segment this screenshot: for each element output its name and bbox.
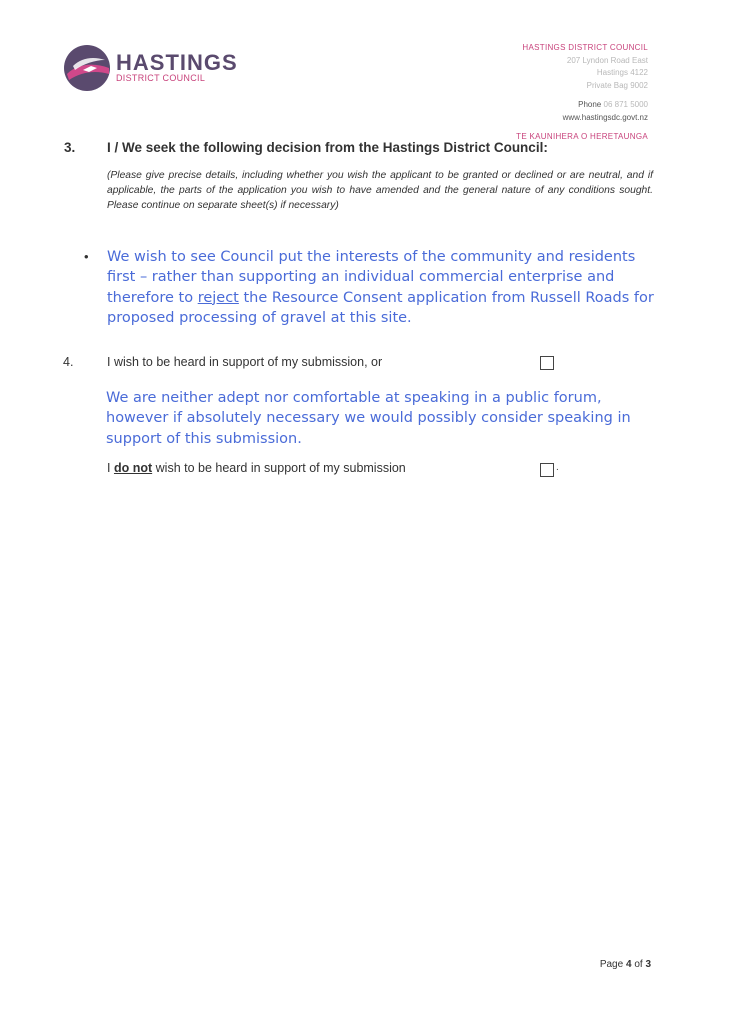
option2-prefix: I	[107, 461, 111, 475]
council-address-block	[516, 42, 648, 144]
logo-name: HASTINGS	[116, 50, 238, 75]
page-of: of	[634, 959, 643, 970]
page-number	[600, 959, 651, 970]
address-city: Hastings 4122	[596, 68, 648, 77]
option2-trailing-dot: .	[556, 462, 559, 473]
website: www.hastingsdc.govt.nz	[562, 112, 648, 122]
section3-handwritten-answer	[107, 247, 667, 328]
page-prefix: Page	[599, 959, 624, 970]
option-heard-checkbox[interactable]	[540, 356, 554, 370]
maori-name: TE KAUNIHERA O HERETAUNGA	[516, 132, 648, 141]
answer-text-2: the Resource Consent application from Russell Roads for proposed processing of gravel at this site.	[107, 289, 654, 326]
address-bag: Private Bag 9002	[586, 80, 648, 90]
address-council-name: HASTINGS DISTRICT COUNCIL	[522, 43, 648, 52]
answer-underlined-word: reject	[197, 289, 239, 306]
option-heard-label: I wish to be heard in support of my submission, or	[107, 355, 383, 369]
section4-number: 4.	[63, 355, 74, 369]
logo-subtitle: DISTRICT COUNCIL	[116, 73, 206, 83]
page-total: 3	[645, 959, 651, 970]
answer-text-1: We wish to see Council put the interests of the community and residents first – rather than supporting an individual commercial enterprise and therefore to	[107, 249, 636, 306]
phone-number: 06 871 5000	[603, 100, 648, 109]
section4-handwritten-comment: We are neither adept nor comfortable at speaking in a public forum, however if absolutely necessary we would possibly consider speaking in support of this submission.	[106, 390, 631, 447]
phone-label: Phone	[578, 100, 602, 109]
option2-emphasis: do not	[113, 461, 153, 475]
bullet-icon: •	[84, 249, 89, 264]
section3-heading: I / We seek the following decision from the Hastings District Council:	[107, 140, 548, 155]
page-current: 4	[625, 959, 632, 970]
address-street: 207 Lyndon Road East	[566, 55, 648, 65]
section3-instructions: (Please give precise details, including whether you wish the applicant to be granted or declined or are neutral, and if applicable, the parts of the application you wish to have amended and the general nature of any conditions sought. Please continue on separate sheet(s) if necessary)	[107, 170, 653, 211]
section3-number: 3.	[64, 140, 76, 155]
option2-suffix: wish to be heard in support of my submission	[155, 461, 406, 475]
address-phone-line	[516, 99, 648, 112]
option-not-heard-label	[107, 461, 406, 475]
option-not-heard-checkbox[interactable]	[540, 463, 554, 477]
council-logo-icon	[63, 44, 111, 92]
